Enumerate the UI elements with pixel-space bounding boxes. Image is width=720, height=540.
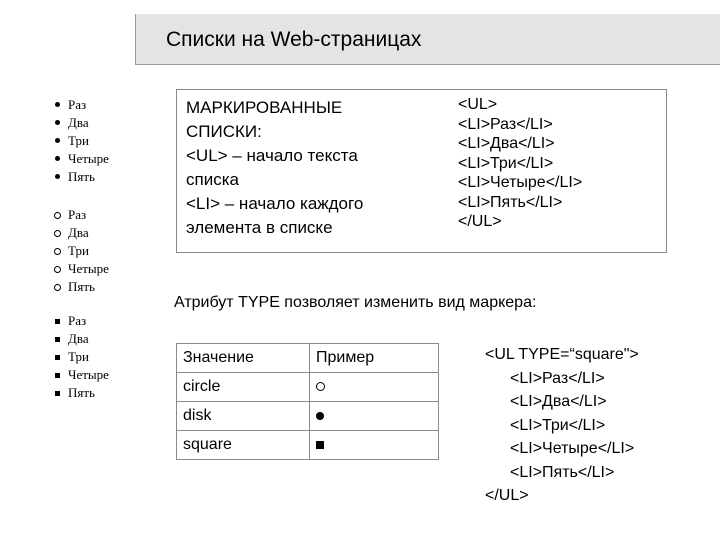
page-title: Списки на Web-страницах — [166, 28, 422, 51]
square-list — [52, 312, 109, 402]
list-item: Два — [68, 225, 89, 240]
table-header-row — [177, 344, 439, 373]
table-row — [177, 431, 439, 460]
square-icon — [316, 441, 324, 449]
table-cell — [310, 402, 439, 431]
disc-list — [52, 96, 109, 186]
definition-text: МАРКИРОВАННЫЕ СПИСКИ: <UL> – начало текста списка <LI> – начало каждого элемента в списке — [186, 98, 364, 237]
attribute-description: Атрибут TYPE позволяет изменить вид маркера: — [174, 294, 537, 311]
list-item: Раз — [68, 313, 87, 328]
list-item: Раз — [68, 97, 87, 112]
list-item: Два — [68, 115, 89, 130]
type-table — [176, 343, 439, 460]
list-item: Три — [68, 349, 89, 364]
list-item: Пять — [68, 385, 95, 400]
list-item: Два — [68, 331, 89, 346]
circle-list — [52, 206, 109, 296]
table-cell — [310, 373, 439, 402]
table-cell — [310, 431, 439, 460]
table-header-cell: Значение — [177, 344, 310, 373]
list-item: Три — [68, 243, 89, 258]
table-header-cell: Пример — [310, 344, 439, 373]
disc-icon — [316, 412, 324, 420]
circle-icon — [316, 382, 325, 391]
list-item: Четыре — [68, 261, 109, 276]
code-sample: <UL> <LI>Раз</LI> <LI>Два</LI> <LI>Три</LI> <LI>Четыре</LI> <LI>Пять</LI> </UL> — [458, 96, 583, 230]
table-cell: circle — [177, 373, 310, 402]
list-item: Четыре — [68, 151, 109, 166]
list-item: Пять — [68, 279, 95, 294]
table-row — [177, 402, 439, 431]
table-cell: disk — [177, 402, 310, 431]
list-item: Три — [68, 133, 89, 148]
list-item: Раз — [68, 207, 87, 222]
title-bar — [135, 14, 720, 65]
example-code: <UL TYPE=“square"> <LI>Раз</LI> <LI>Два</LI> <LI>Три</LI> <LI>Четыре</LI> <LI>Пять</LI> </UL> — [485, 346, 639, 504]
table-cell: square — [177, 431, 310, 460]
table-row — [177, 373, 439, 402]
list-item: Пять — [68, 169, 95, 184]
info-box — [176, 89, 667, 253]
list-item: Четыре — [68, 367, 109, 382]
